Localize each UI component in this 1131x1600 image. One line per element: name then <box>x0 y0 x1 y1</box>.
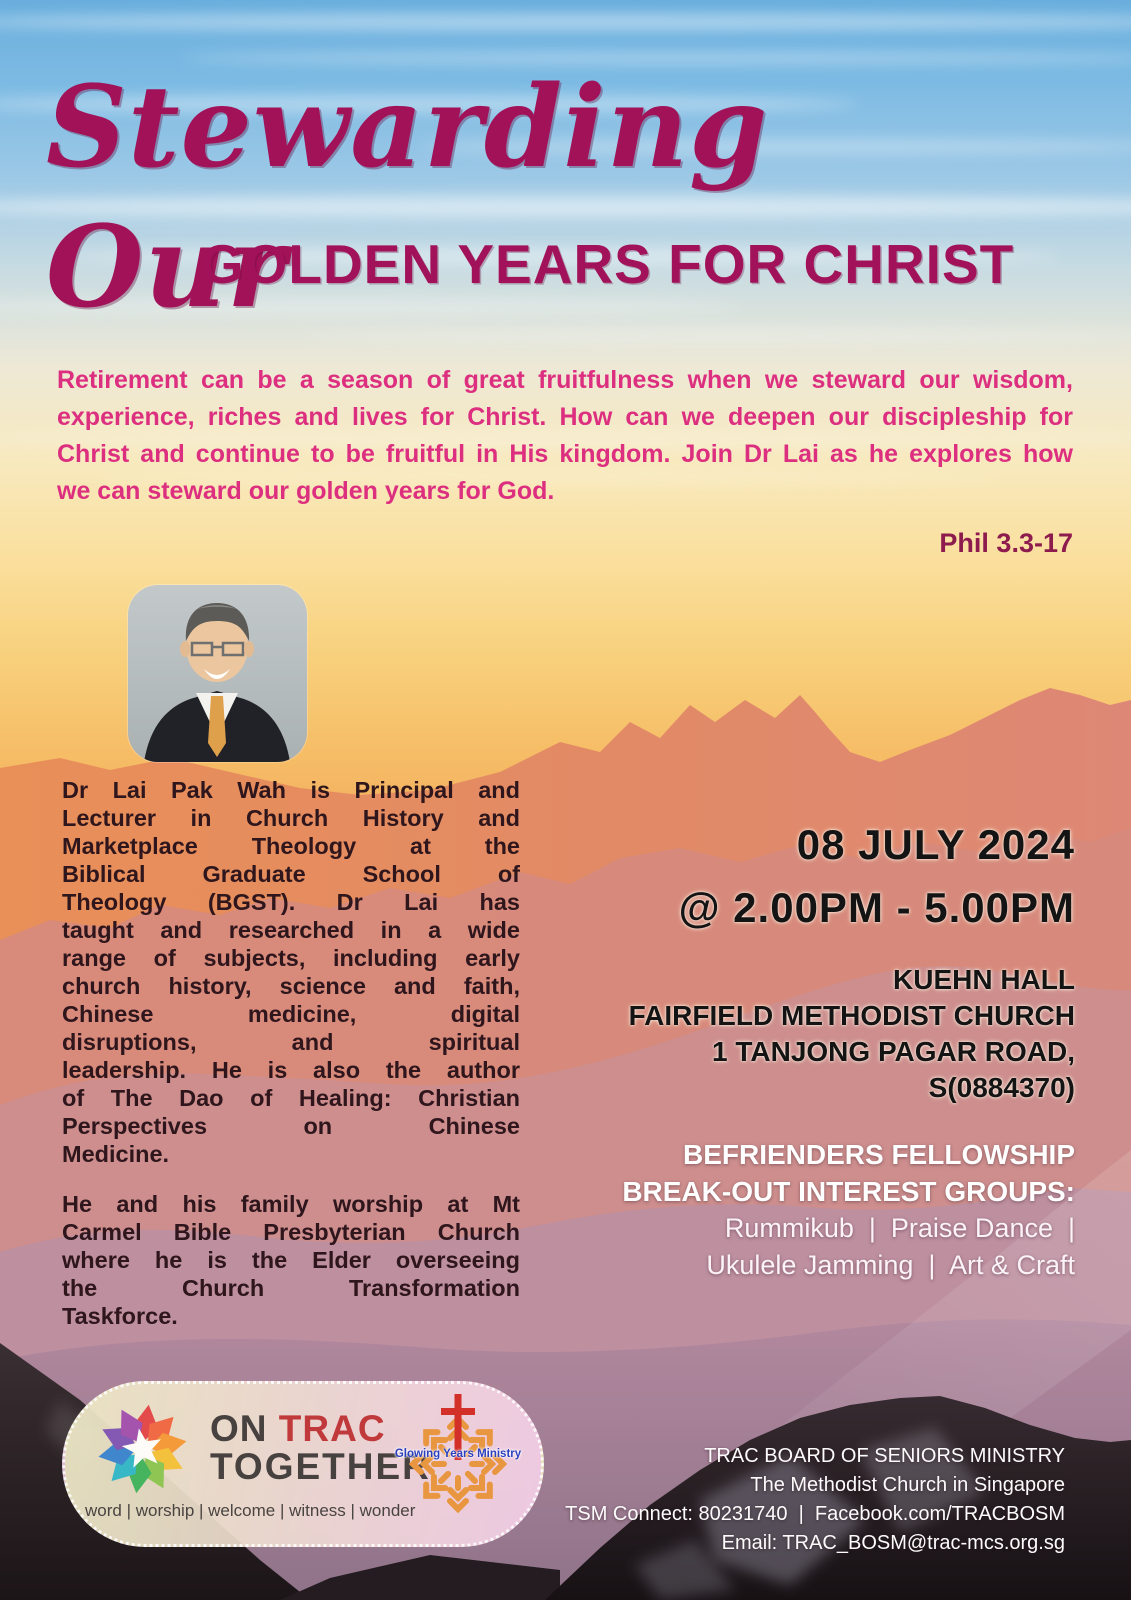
title-script: Stewarding Our <box>46 62 769 333</box>
bio-line: disruptions, and spiritual <box>62 1029 520 1055</box>
bio-line: leadership. He is also the author <box>62 1057 520 1083</box>
interest-groups-line: Ukulele Jamming | Art & Craft <box>706 1250 1075 1280</box>
person-avatar-graphic <box>128 585 307 762</box>
organizer-info <box>565 1442 1065 1558</box>
bio-line: church history, science and faith, <box>62 973 520 999</box>
bio-line: where he is the Elder overseeing <box>62 1247 520 1273</box>
on-trac-star-icon <box>95 1398 190 1500</box>
ear <box>180 641 190 657</box>
speaker-photo <box>128 585 307 762</box>
on-trac-wordmark <box>210 1408 386 1450</box>
intro-line: we can steward our golden years for God. <box>57 477 555 505</box>
bio-line: Medicine. <box>62 1141 170 1167</box>
title-main: GOLDEN YEARS FOR CHRIST <box>200 233 1015 295</box>
intro-line: experience, riches and lives for Christ. How can we deepen our discipleship for <box>57 403 1073 431</box>
scripture-reference: Phil 3.3-17 <box>939 528 1073 558</box>
fellowship-title: BEFRIENDERS FELLOWSHIP <box>682 1139 1075 1170</box>
bio-line: Lecturer in Church History and <box>62 805 520 831</box>
bio-line: range of subjects, including early <box>62 945 520 971</box>
intro-line: Retirement can be a season of great fruitfulness when we steward our wisdom, <box>57 366 1073 394</box>
bio-line: Marketplace Theology at the <box>62 833 520 859</box>
bio-line: Chinese medicine, digital <box>62 1001 520 1027</box>
together-wordmark: TOGETHER <box>210 1446 431 1487</box>
event-time: @ 2.00PM - 5.00PM <box>678 884 1075 931</box>
bio-paragraph-1 <box>62 776 520 1168</box>
interest-groups-line: Rummikub | Praise Dance | <box>724 1213 1075 1243</box>
venue-line: 1 TANJONG PAGAR ROAD, <box>712 1036 1075 1067</box>
bio-line: Perspectives on Chinese <box>62 1113 520 1139</box>
venue-line: S(0884370) <box>928 1072 1075 1103</box>
org-line: TSM Connect: 80231740 | Facebook.com/TRACBOSM <box>565 1503 1065 1525</box>
fellowship-section <box>622 1136 1075 1284</box>
on-trac-trac: TRAC <box>278 1408 386 1449</box>
venue-line: FAIRFIELD METHODIST CHURCH <box>628 1000 1075 1031</box>
bio-line: Taskforce. <box>62 1303 178 1329</box>
org-line: Email: TRAC_BOSM@trac-mcs.org.sg <box>721 1532 1065 1554</box>
venue-line: KUEHN HALL <box>893 964 1075 995</box>
intro-paragraph <box>57 362 1073 510</box>
ear <box>244 641 254 657</box>
org-line: TRAC BOARD OF SENIORS MINISTRY <box>704 1445 1065 1467</box>
bio-line: the Church Transformation <box>62 1275 520 1301</box>
event-date: 08 JULY 2024 <box>796 821 1075 868</box>
fellowship-subtitle: BREAK-OUT INTEREST GROUPS: <box>622 1176 1075 1207</box>
bio-line: Dr Lai Pak Wah is Principal and <box>62 777 520 803</box>
event-venue <box>622 962 1075 1106</box>
bio-line: Biblical Graduate School of <box>62 861 520 887</box>
bio-line: Theology (BGST). Dr Lai has <box>62 889 520 915</box>
on-trac-on: ON <box>210 1408 279 1449</box>
logo-pill <box>62 1381 544 1547</box>
bio-paragraph-2 <box>62 1190 520 1330</box>
glowing-years-logo <box>394 1392 522 1522</box>
intro-line: Christ and continue to be fruitful in His kingdom. Join Dr Lai as he explores how <box>57 440 1073 468</box>
event-details <box>622 813 1075 1284</box>
org-line: The Methodist Church in Singapore <box>750 1474 1065 1496</box>
glowing-years-label: Glowing Years Ministry <box>394 1448 522 1460</box>
bio-line: taught and researched in a wide <box>62 917 520 943</box>
bio-line: He and his family worship at Mt <box>62 1191 520 1217</box>
bio-line: Carmel Bible Presbyterian Church <box>62 1219 520 1245</box>
bio-line: of The Dao of Healing: Christian <box>62 1085 520 1111</box>
speaker-bio <box>62 776 520 1330</box>
on-trac-tagline: word | worship | welcome | witness | wonder <box>85 1501 416 1520</box>
